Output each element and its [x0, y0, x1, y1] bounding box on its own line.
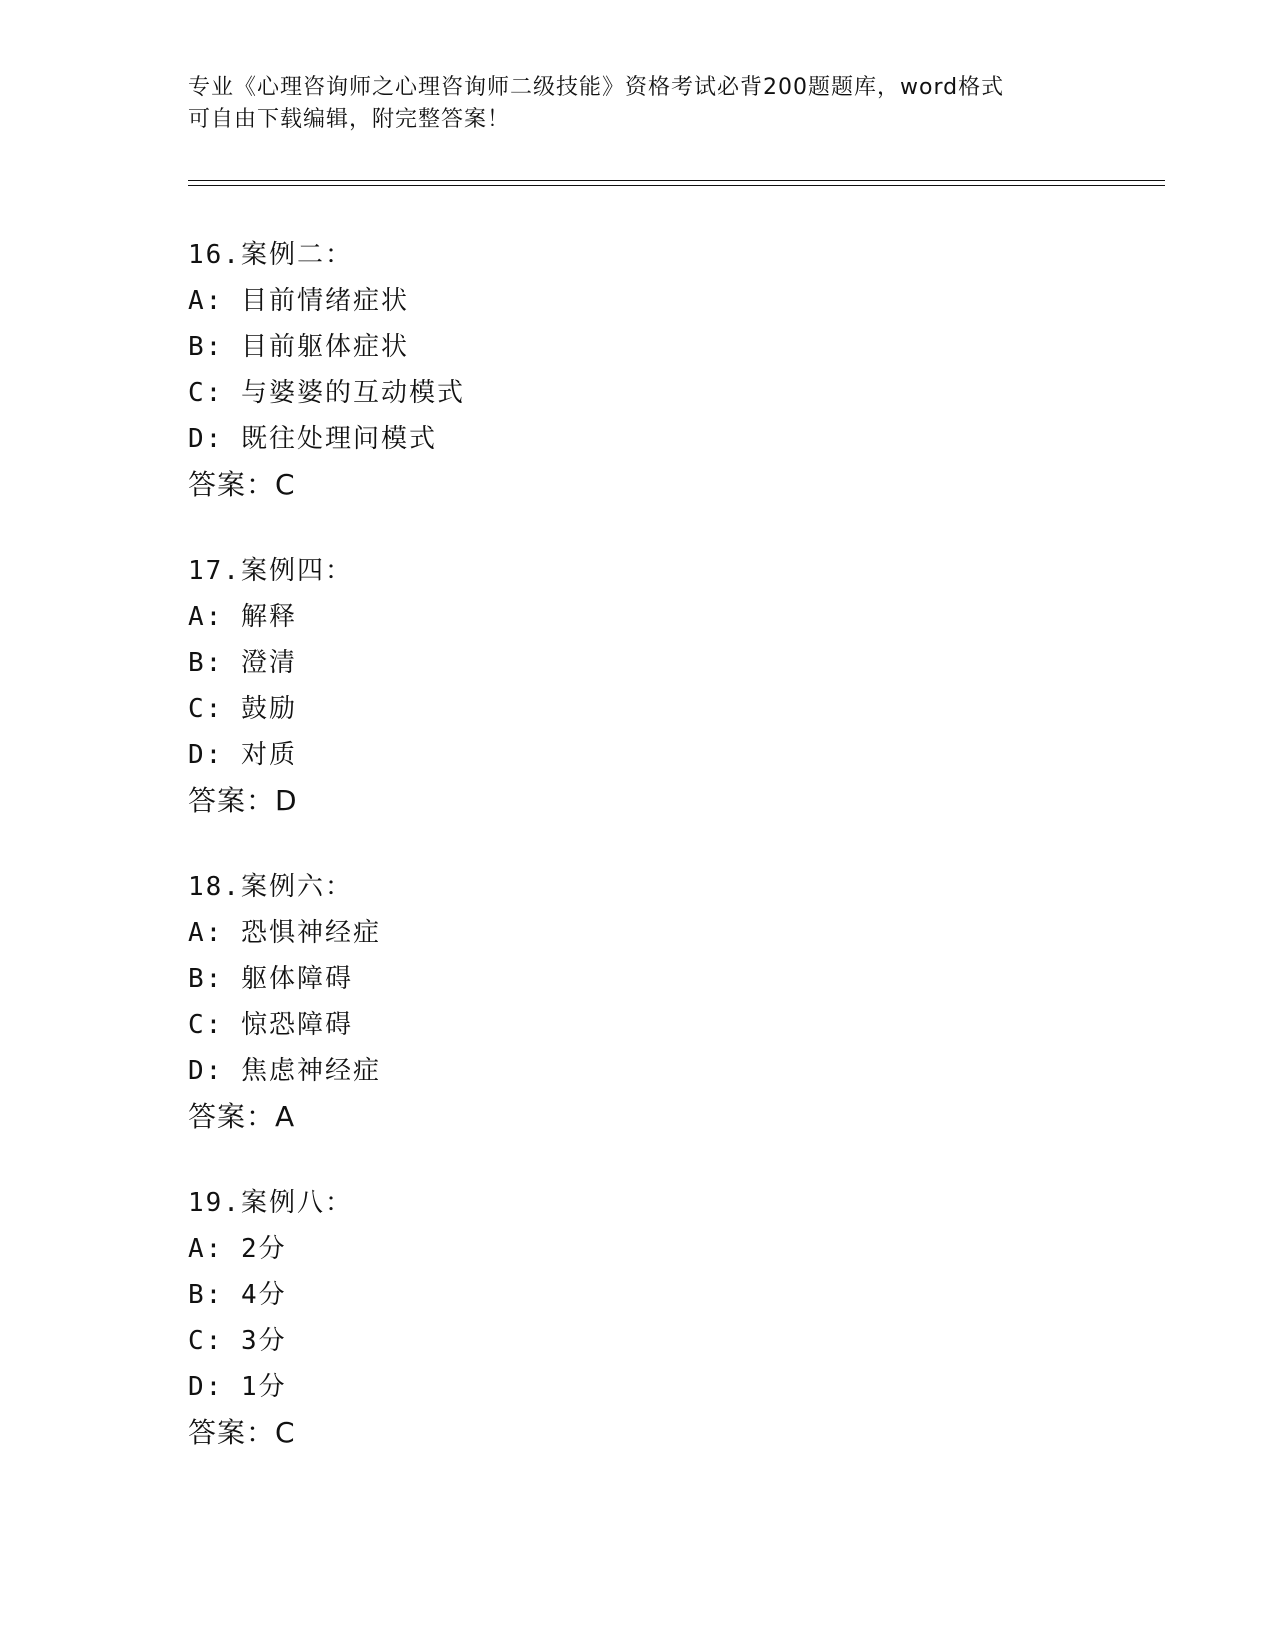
option-d: D: 1分: [188, 1372, 287, 1402]
header-line-2: 可自由下载编辑，附完整答案！: [188, 107, 511, 132]
option-d: D: 既往处理问模式: [188, 424, 437, 454]
option-c: C: 3分: [188, 1326, 287, 1356]
question-16: [188, 232, 1088, 508]
answer-text: 答案：A: [188, 1100, 296, 1133]
question-19: [188, 1180, 1088, 1456]
answer-text: 答案：C: [188, 468, 296, 501]
option-a: A: 恐惧神经症: [188, 918, 381, 948]
option-d: D: 对质: [188, 740, 297, 770]
header-divider-bottom: [188, 185, 1165, 186]
option-b: B: 目前躯体症状: [188, 332, 409, 362]
option-c: C: 鼓励: [188, 694, 297, 724]
option-a: A: 解释: [188, 602, 297, 632]
option-d: D: 焦虑神经症: [188, 1056, 381, 1086]
header-line-1: 专业《心理咨询师之心理咨询师二级技能》资格考试必背200题题库，word格式: [188, 75, 1005, 100]
answer-text: 答案：D: [188, 784, 298, 817]
question-title: 17.案例四：: [188, 556, 353, 586]
option-a: A: 2分: [188, 1234, 287, 1264]
question-title: 19.案例八：: [188, 1188, 353, 1218]
option-b: B: 躯体障碍: [188, 964, 353, 994]
option-c: C: 与婆婆的互动模式: [188, 378, 465, 408]
question-title: 18.案例六：: [188, 872, 353, 902]
question-title: 16.案例二：: [188, 240, 353, 270]
option-c: C: 惊恐障碍: [188, 1010, 353, 1040]
document-header: [188, 72, 1088, 136]
option-b: B: 4分: [188, 1280, 287, 1310]
question-18: [188, 864, 1088, 1140]
answer-text: 答案：C: [188, 1416, 296, 1449]
option-b: B: 澄清: [188, 648, 297, 678]
header-divider-top: [188, 180, 1165, 181]
question-17: [188, 548, 1088, 824]
option-a: A: 目前情绪症状: [188, 286, 409, 316]
